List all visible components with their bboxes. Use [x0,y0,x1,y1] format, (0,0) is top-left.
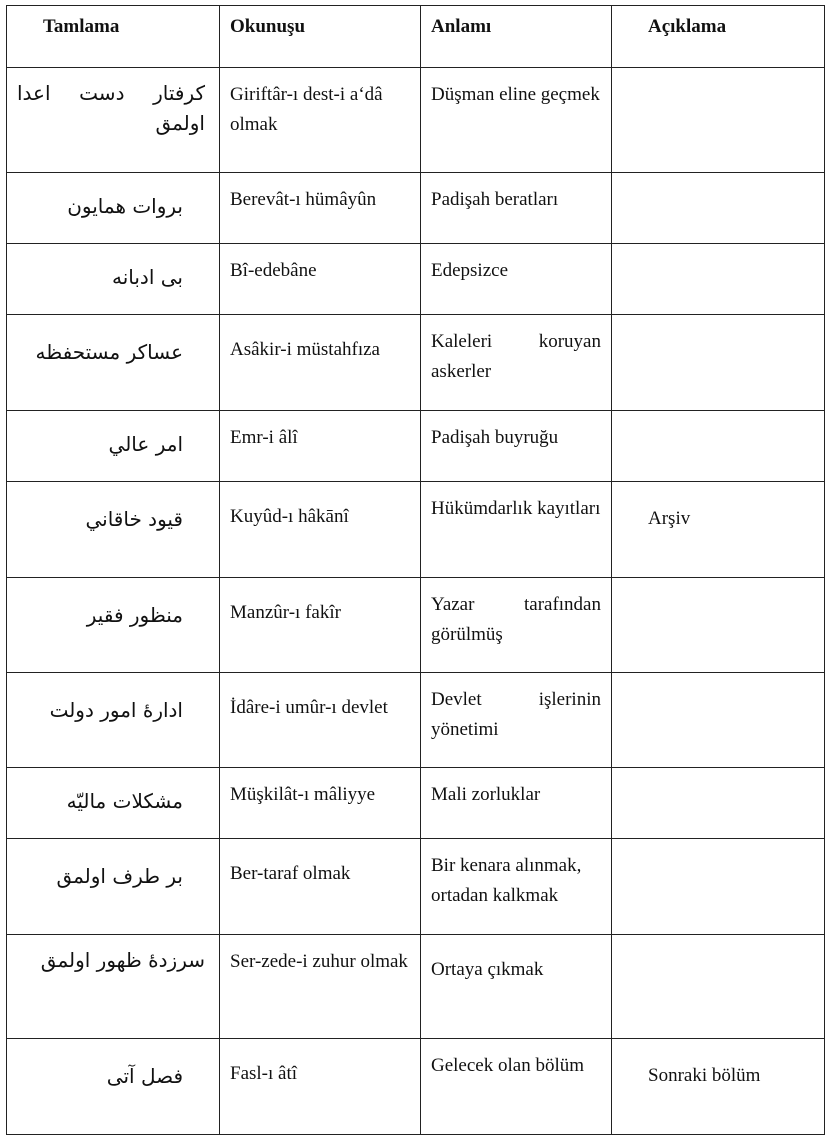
aciklama-cell [612,244,825,315]
okunusu-cell: Berevât-ı hümâyûn [220,173,421,244]
aciklama-cell [612,768,825,839]
vocabulary-table [6,5,825,1135]
okunusu-cell: İdâre-i umûr-ı devlet [220,673,421,768]
anlami-cell: Bir kenara alınmak, ortadan kalkmak [421,839,612,935]
anlami-cell: Padişah beratları [421,173,612,244]
anlami-cell: Gelecek olan bölüm [421,1039,612,1135]
tamlama-cell: امر عالي [7,411,220,482]
okunusu-cell: Manzûr-ı fakîr [220,578,421,673]
okunusu-cell: Giriftâr-ı dest-i a‘dâ olmak [220,68,421,173]
table-row [7,173,825,244]
aciklama-cell: Sonraki bölüm [612,1039,825,1135]
table-row [7,673,825,768]
okunusu-cell: Asâkir-i müstahfıza [220,315,421,411]
aciklama-cell [612,935,825,1039]
tamlama-cell: بروات همايون [7,173,220,244]
okunusu-cell: Bî-edebâne [220,244,421,315]
aciklama-cell [612,578,825,673]
aciklama-cell: Arşiv [612,482,825,578]
table-row [7,315,825,411]
tamlama-cell: مشكلات ماليّه [7,768,220,839]
table-row [7,839,825,935]
tamlama-cell: منظور فقير [7,578,220,673]
tamlama-cell: كرفتار دست اعدا اولمق [7,68,220,173]
table-row [7,935,825,1039]
anlami-cell: Mali zorluklar [421,768,612,839]
anlami-cell: Hükümdarlık kayıtları [421,482,612,578]
tamlama-cell: قيود خاقاني [7,482,220,578]
header-aciklama: Açıklama [612,6,825,68]
aciklama-cell [612,839,825,935]
table-row [7,1039,825,1135]
tamlama-cell: ادارهٔ امور دولت [7,673,220,768]
tamlama-cell: فصل آتى [7,1039,220,1135]
aciklama-cell [612,68,825,173]
okunusu-cell: Ber-taraf olmak [220,839,421,935]
anlami-cell: Padişah buyruğu [421,411,612,482]
tamlama-cell: بر طرف اولمق [7,839,220,935]
anlami-cell: Yazar tarafından görülmüş [421,578,612,673]
anlami-cell: Ortaya çıkmak [421,935,612,1039]
header-tamlama: Tamlama [7,6,220,68]
tamlama-cell: بى ادبانه [7,244,220,315]
aciklama-cell [612,173,825,244]
anlami-cell: Devlet işlerinin yönetimi [421,673,612,768]
table-row [7,68,825,173]
header-okunusu: Okunuşu [220,6,421,68]
anlami-cell: Edepsizce [421,244,612,315]
header-row [7,6,825,68]
table-row [7,244,825,315]
table-row [7,578,825,673]
anlami-cell: Düşman eline geçmek [421,68,612,173]
anlami-cell: Kaleleri koruyan askerler [421,315,612,411]
tamlama-cell: سرزدهٔ ظهور اولمق [7,935,220,1039]
okunusu-cell: Müşkilât-ı mâliyye [220,768,421,839]
aciklama-cell [612,315,825,411]
header-anlami: Anlamı [421,6,612,68]
okunusu-cell: Fasl-ı âtî [220,1039,421,1135]
aciklama-cell [612,411,825,482]
okunusu-cell: Emr-i âlî [220,411,421,482]
table-row [7,768,825,839]
okunusu-cell: Ser-zede-i zuhur olmak [220,935,421,1039]
tamlama-cell: عساكر مستحفظه [7,315,220,411]
table-row [7,482,825,578]
aciklama-cell [612,673,825,768]
table-row [7,411,825,482]
okunusu-cell: Kuyûd-ı hâkānî [220,482,421,578]
